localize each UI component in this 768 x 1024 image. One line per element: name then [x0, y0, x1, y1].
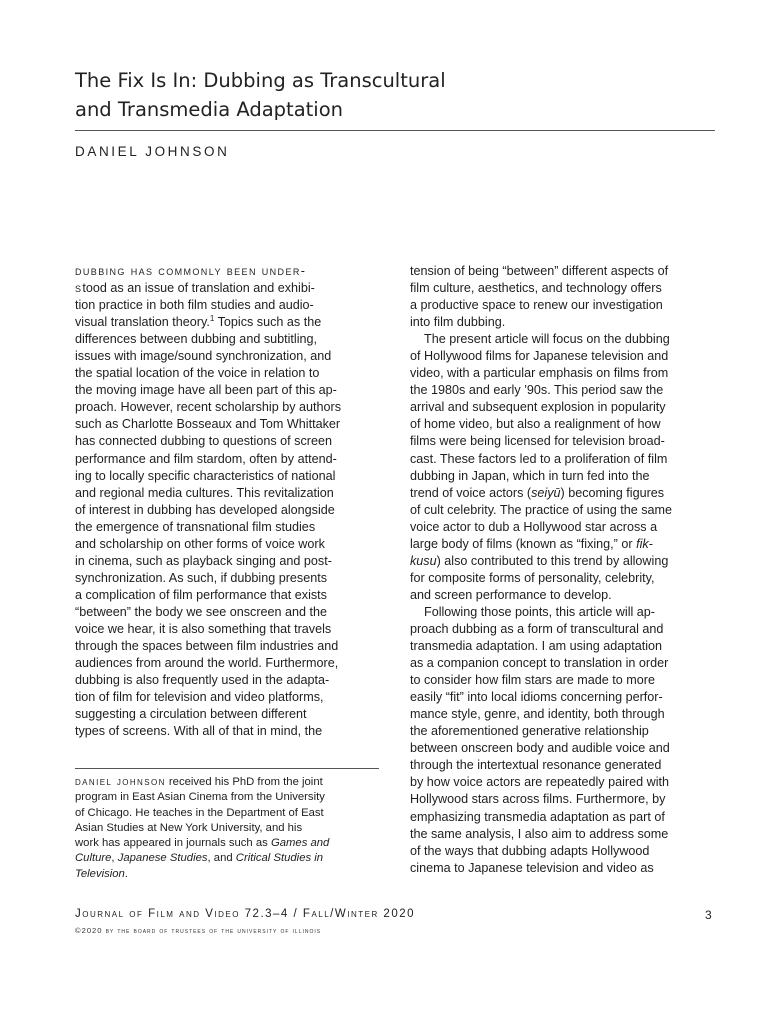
- body-line: films were being licensed for television broad-: [410, 434, 665, 449]
- body-line: voice actor to dub a Hollywood star across a: [410, 519, 658, 534]
- term-fikusu-part2: kusu: [410, 553, 437, 568]
- body-line: visual translation theory.$^1$ Topics such as the: [75, 313, 322, 330]
- body-line: the 1980s and early ’90s. This period saw the: [410, 383, 664, 398]
- body-line: audiences from around the world. Furthermore,: [75, 656, 339, 671]
- journal-japanese-studies: Japanese Studies: [117, 852, 208, 865]
- body-line: as a companion concept to translation in order: [410, 656, 669, 671]
- body-line: and regional media cultures. This revitalization: [75, 485, 334, 500]
- body-line: mance style, genre, and identity, both through: [410, 707, 665, 722]
- body-line: a complication of film performance that exists: [75, 587, 327, 602]
- article-title: [75, 66, 715, 124]
- lead-in-text: dubbing has commonly been under-: [75, 264, 307, 278]
- article-title-line2: and Transmedia Adaptation: [75, 98, 344, 121]
- term-fikusu-part1: fik-: [636, 536, 653, 551]
- footnote-line: program in East Asian Cinema from the University: [75, 791, 325, 804]
- body-line: for composite forms of personality, celebrity,: [410, 570, 655, 585]
- body-line: of the ways that dubbing adapts Hollywood: [410, 843, 650, 858]
- body-line: stood as an issue of translation and exhibi-: [75, 281, 315, 296]
- body-line: synchronization. As such, if dubbing presents: [75, 570, 328, 585]
- body-line: of home video, but also a realignment of how: [410, 417, 661, 432]
- body-line: proach dubbing as a form of transcultural and: [410, 621, 664, 636]
- body-line: dubbing is also frequently used in the adapta-: [75, 673, 330, 688]
- body-line: differences between dubbing and subtitling,: [75, 332, 318, 347]
- journal-culture: Culture: [75, 852, 112, 865]
- body-line: has connected dubbing to questions of screen: [75, 434, 332, 449]
- body-line: tion practice in both film studies and audio-: [75, 298, 314, 313]
- term-seiyu: seiyū: [531, 485, 561, 500]
- article-title-line1: The Fix Is In: Dubbing as Transcultural: [75, 69, 446, 92]
- footnote-line: Television.: [75, 867, 128, 880]
- body-line: to consider how film stars are made to more: [410, 673, 655, 688]
- body-line: types of screens. With all of that in mind, the: [75, 724, 323, 739]
- body-line: voice we hear, it is also something that travels: [75, 621, 332, 636]
- body-line: Following those points, this article will ap-: [424, 604, 655, 619]
- body-line: and screen performance to develop.: [410, 587, 612, 602]
- body-line: “between” the body we see onscreen and the: [75, 604, 328, 619]
- body-line: dubbing in Japan, which in turn fed into the: [410, 468, 650, 483]
- body-line: issues with image/sound synchronization, and: [75, 349, 332, 364]
- body-line: easily “fit” into local idioms concerning perfor-: [410, 690, 663, 705]
- footnote-line: work has appeared in journals such as Games and: [75, 837, 330, 850]
- body-line: trend of voice actors (seiyū) becoming figures: [410, 485, 665, 500]
- body-line: a productive space to renew our investigation: [410, 298, 663, 313]
- body-line: film culture, aesthetics, and technology offers: [410, 281, 662, 296]
- body-line: video, with a particular emphasis on films from: [410, 366, 669, 381]
- page-number: 3: [705, 908, 712, 922]
- body-line: kusu) also contributed to this trend by allowing: [410, 553, 669, 568]
- body-line: the emergence of transnational film studies: [75, 519, 316, 534]
- footnote-line: daniel johnson received his PhD from the joint: [75, 776, 323, 788]
- body-line: through the spaces between film industries and: [75, 639, 339, 654]
- body-line: the aforementioned generative relationship: [410, 724, 649, 739]
- body-line: the same analysis, I also aim to address some: [410, 826, 669, 841]
- body-line: of cult celebrity. The practice of using the same: [410, 502, 673, 517]
- body-line: and scholarship on other forms of voice work: [75, 536, 325, 551]
- body-line: tension of being “between” different aspects of: [410, 264, 669, 278]
- body-line: cast. These factors led to a proliferation of film: [410, 451, 668, 466]
- journal-television: Television: [75, 867, 125, 880]
- body-line: arrival and subsequent explosion in popularity: [410, 400, 666, 415]
- footnote-line: of Chicago. He teaches in the Department of East: [75, 806, 324, 819]
- body-line: proach. However, recent scholarship by authors: [75, 400, 342, 415]
- journal-critical-studies: Critical Studies in: [235, 852, 324, 865]
- title-rule: [75, 130, 715, 131]
- body-line: of Hollywood films for Japanese television and: [410, 349, 669, 364]
- body-column-left: [75, 263, 380, 740]
- body-column-right: [410, 263, 715, 877]
- footnote-author: daniel johnson: [75, 776, 166, 788]
- journal-citation: Journal of Film and Video 72.3–4 / Fall/Winter 2020: [75, 908, 416, 920]
- body-line: Hollywood stars across films. Furthermore, by: [410, 792, 666, 807]
- journal-games-and-culture: Games and: [270, 837, 330, 850]
- body-line: ing to locally specific characteristics of national: [75, 468, 336, 483]
- body-line: such as Charlotte Bosseaux and Tom Whittaker: [75, 417, 341, 432]
- body-line: large body of films (known as “fixing,” or fik-: [410, 536, 653, 551]
- article-author: DANIEL JOHNSON: [75, 144, 230, 159]
- body-line: performance and film stardom, often by attend-: [75, 451, 337, 466]
- footnote-line: Asian Studies at New York University, and his: [75, 821, 303, 834]
- body-line: between onscreen body and audible voice and: [410, 741, 670, 756]
- footnote-rule: [75, 768, 379, 769]
- footnote-line: Culture, Japanese Studies, and Critical Studies in: [75, 852, 324, 865]
- body-line: through the intertextual resonance generated: [410, 758, 662, 773]
- body-line: emphasizing transmedia adaptation as part of: [410, 809, 665, 824]
- footnote-marker[interactable]: 1: [209, 313, 215, 323]
- body-line: in cinema, such as playback singing and post-: [75, 553, 332, 568]
- body-line: into film dubbing.: [410, 315, 506, 330]
- body-line: tion of film for television and video platforms,: [75, 690, 324, 705]
- lead-in-continuation: s: [75, 281, 83, 296]
- body-line: The present article will focus on the dubbing: [424, 332, 670, 347]
- body-line: by how voice actors are repeatedly paired with: [410, 775, 670, 790]
- copyright-line: ©2020 by the board of trustees of the university of illinois: [75, 926, 322, 935]
- body-line: transmedia adaptation. I am using adaptation: [410, 639, 663, 654]
- body-line: the spatial location of the voice in relation to: [75, 366, 320, 381]
- body-line: [75, 263, 380, 280]
- body-line: cinema to Japanese television and video as: [410, 860, 654, 875]
- body-line: of interest in dubbing has developed alongside: [75, 502, 335, 517]
- author-bio-footnote: [75, 775, 385, 882]
- body-line: the moving image have all been part of this ap-: [75, 383, 337, 398]
- body-line: suggesting a circulation between different: [75, 707, 307, 722]
